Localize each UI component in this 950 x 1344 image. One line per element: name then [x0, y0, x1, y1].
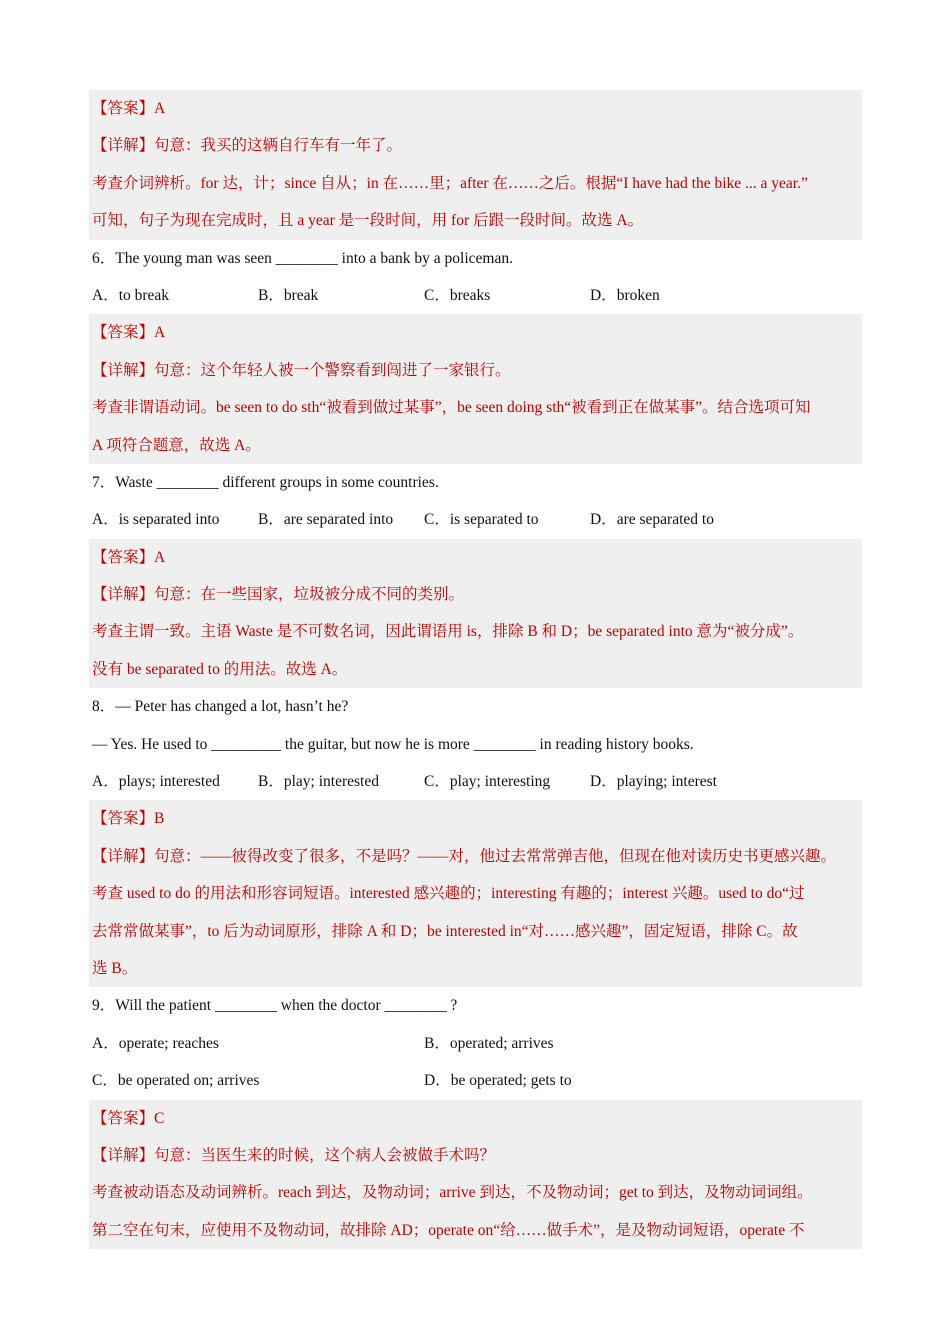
analysis-line: 考查介词辨析。for 达，计；since 自从；in 在……里；after 在……之后。根据“I have had the bike ... a year.”: [92, 174, 808, 192]
answer-block: [89, 1100, 862, 1250]
option-item: D．be operated; gets to: [424, 1072, 572, 1090]
analysis-line: 考查 used to do 的用法和形容词短语。interested 感兴趣的；interesting 有趣的；interest 兴趣。used to do“过: [92, 885, 805, 903]
options-row: [89, 763, 862, 800]
analysis-line: 可知，句子为现在完成时，且 a year 是一段时间，用 for 后跟一段时间。故选 A。: [92, 212, 644, 230]
question-block: [89, 464, 862, 501]
answer-line: 【答案】A: [92, 548, 166, 566]
explanation-line: 【详解】句意：这个年轻人被一个警察看到闯进了一家银行。: [92, 361, 511, 379]
option-item: A．plays; interested: [92, 773, 220, 791]
question-text: 7．Waste ________ different groups in some countries.: [92, 473, 439, 491]
analysis-line: 考查主谓一致。主语 Waste 是不可数名词，因此谓语用 is，排除 B 和 D；be separated into 意为“被分成”。: [92, 623, 804, 641]
document-page: [89, 90, 862, 1249]
analysis-line: A 项符合题意，故选 A。: [92, 436, 261, 454]
option-item: A．is separated into: [92, 511, 220, 529]
analysis-line: 去常常做某事”，to 后为动词原形，排除 A 和 D；be interested in“对……感兴趣”，固定短语，排除 C。故: [92, 922, 798, 940]
question-block: [89, 688, 862, 763]
options-row: [89, 1025, 862, 1062]
option-item: C．breaks: [424, 286, 491, 304]
question-text: 6．The young man was seen ________ into a bank by a policeman.: [92, 249, 513, 267]
option-item: B．are separated into: [258, 511, 394, 529]
analysis-line: 考查被动语态及动词辨析。reach 到达，及物动词；arrive 到达，不及物动词；get to 到达，及物动词词组。: [92, 1184, 813, 1202]
option-item: A．operate; reaches: [92, 1034, 219, 1052]
explanation-line: 【详解】句意：——彼得改变了很多，不是吗？——对，他过去常常弹吉他，但现在他对读历史书更感兴趣。: [92, 847, 837, 865]
explanation-line: 【详解】句意：在一些国家，垃圾被分成不同的类别。: [92, 586, 465, 604]
answer-block: [89, 90, 862, 240]
question-block: [89, 240, 862, 277]
option-item: D．broken: [590, 286, 660, 304]
option-item: B．operated; arrives: [424, 1034, 554, 1052]
answer-line: 【答案】C: [92, 1109, 165, 1127]
analysis-line: 考查非谓语动词。be seen to do sth“被看到做过某事”，be seen doing sth“被看到正在做某事”。结合选项可知: [92, 399, 811, 417]
option-item: B．break: [258, 286, 319, 304]
options-row: [89, 501, 862, 538]
answer-block: [89, 314, 862, 464]
question-text: — Yes. He used to _________ the guitar, but now he is more ________ in reading history books.: [92, 735, 694, 753]
option-item: A．to break: [92, 286, 170, 304]
analysis-line: 第二空在句末，应使用不及物动词，故排除 AD；operate on“给……做手术”，是及物动词短语，operate 不: [92, 1221, 805, 1239]
option-item: D．are separated to: [590, 511, 714, 529]
option-item: D．playing; interest: [590, 773, 717, 791]
analysis-line: 没有 be separated to 的用法。故选 A。: [92, 660, 348, 678]
options-row: [89, 1062, 862, 1099]
option-item: B．play; interested: [258, 773, 379, 791]
analysis-line: 选 B。: [92, 959, 138, 977]
answer-block: [89, 800, 862, 987]
options-row: [89, 277, 862, 314]
explanation-line: 【详解】句意：当医生来的时候，这个病人会被做手术吗？: [92, 1146, 496, 1164]
option-item: C．is separated to: [424, 511, 539, 529]
answer-line: 【答案】A: [92, 100, 166, 117]
answer-block: [89, 539, 862, 689]
question-text: 8．— Peter has changed a lot, hasn’t he?: [92, 698, 349, 716]
answer-line: 【答案】A: [92, 324, 166, 342]
question-block: [89, 987, 862, 1024]
answer-line: 【答案】B: [92, 810, 165, 828]
option-item: C．play; interesting: [424, 773, 551, 791]
question-text: 9．Will the patient ________ when the doctor ________ ?: [92, 997, 458, 1015]
option-item: C．be operated on; arrives: [92, 1072, 260, 1090]
explanation-line: 【详解】句意：我买的这辆自行车有一年了。: [92, 137, 403, 155]
